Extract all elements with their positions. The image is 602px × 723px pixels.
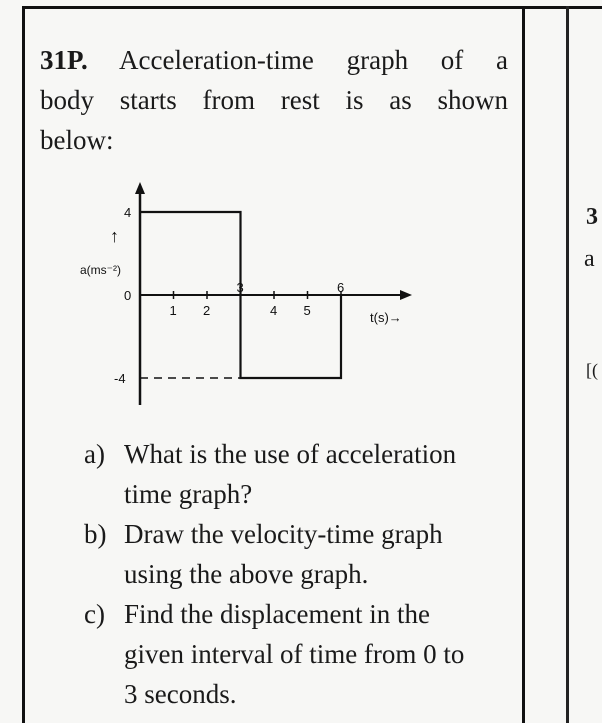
x-axis-arrowhead: [400, 290, 412, 300]
question-line-3: below:: [40, 125, 114, 155]
x-tick-label: 4: [270, 303, 278, 318]
right-edge-line: [566, 6, 569, 723]
x-tick-label: 5: [303, 303, 311, 318]
x-tick-label: 3: [236, 280, 244, 295]
subquestion-line: 3 seconds.: [124, 679, 237, 709]
subquestion-line: Find the displacement in the: [124, 599, 430, 629]
subquestion-letter: b): [84, 519, 107, 549]
y-axis-label: a(ms⁻²): [80, 263, 121, 277]
acceleration-time-graph: [70, 180, 430, 415]
question-line-1: 31P. Acceleration-time graph of a: [40, 45, 508, 75]
subquestion-letter: a): [84, 439, 105, 469]
question-line-2: body starts from rest is as shown: [40, 85, 508, 115]
subquestion-letter: c): [84, 599, 105, 629]
x-tick-label: 6: [337, 280, 345, 295]
y-tick-label: -4: [114, 371, 126, 386]
subquestion-line: using the above graph.: [124, 559, 369, 589]
y-arrow: ↑: [110, 226, 119, 246]
question-text: [40, 40, 508, 160]
subquestion-line: Draw the velocity-time graph: [124, 519, 443, 549]
x-tick-label: 2: [203, 303, 211, 318]
column-divider: [522, 6, 525, 723]
subquestion-line: What is the use of acceleration: [124, 439, 457, 469]
y-axis-arrowhead: [135, 182, 145, 194]
x-tick-labels: [170, 280, 345, 318]
subquestion-line: time graph?: [124, 479, 253, 509]
right-col-fragment-3: [(: [586, 360, 598, 380]
question-number: 31P.: [40, 45, 88, 75]
subquestion-line: given interval of time from 0 to: [124, 639, 465, 669]
x-axis-label: t(s)→: [370, 310, 402, 325]
y-tick-label: 4: [124, 205, 132, 220]
right-col-fragment-1: 3: [586, 204, 598, 230]
x-tick-label: 1: [169, 303, 177, 318]
y-tick-label: 0: [124, 288, 132, 303]
right-col-fragment-2: a: [584, 246, 595, 272]
